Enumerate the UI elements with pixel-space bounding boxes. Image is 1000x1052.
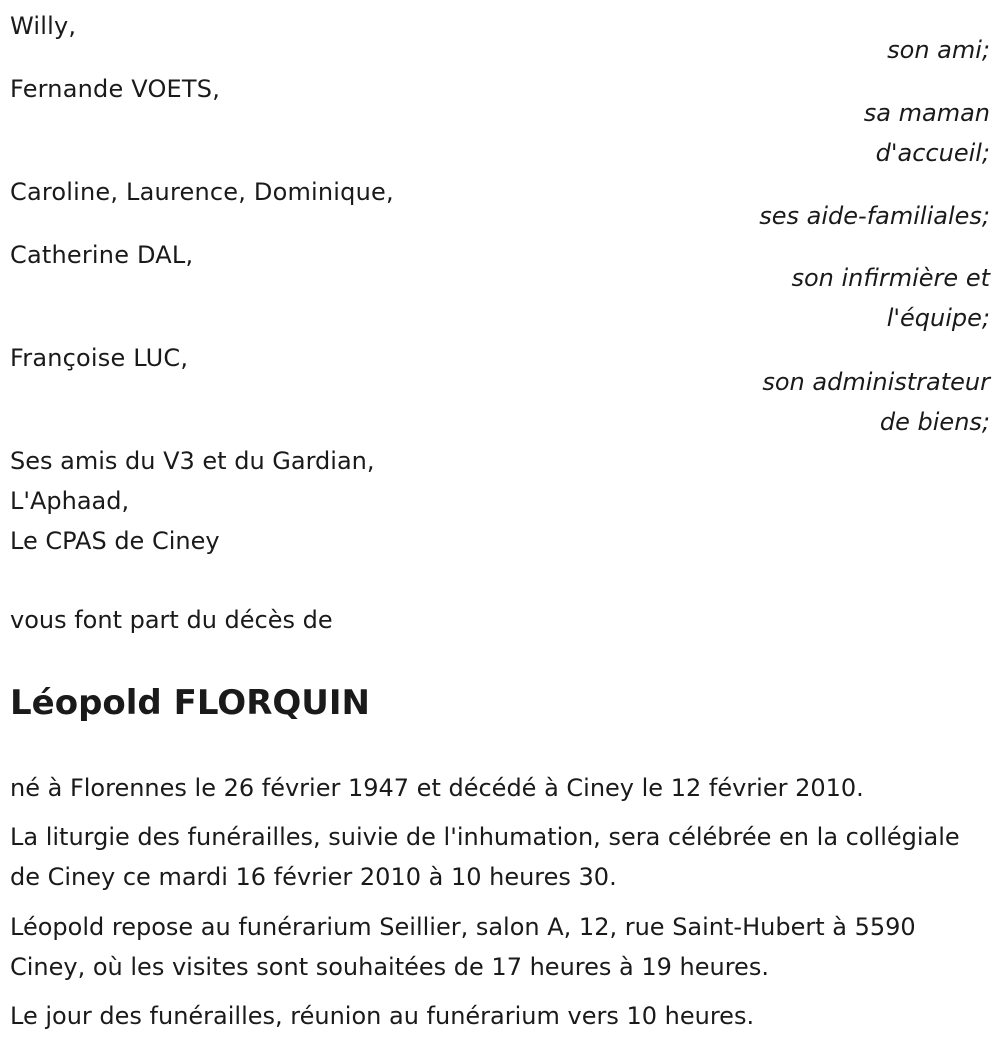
other-mourner: Le CPAS de Ciney: [10, 527, 220, 555]
mourner-role: son infirmière et l'équipe;: [791, 264, 990, 332]
mourner-name: Françoise LUC,: [10, 344, 189, 372]
funeral-day-paragraph: Le jour des funérailles, réunion au funérarium vers 10 heures.: [10, 1002, 755, 1030]
announcement-text: vous font part du décès de: [10, 606, 333, 634]
mourner-role: son administrateur de biens;: [762, 368, 990, 436]
mourner-name: Catherine DAL,: [10, 241, 194, 269]
deceased-name: Léopold FLORQUIN: [10, 683, 370, 723]
mourner-name: Willy,: [10, 12, 77, 40]
mourner-name: Fernande VOETS,: [10, 75, 221, 103]
mourner-role: ses aide-familiales;: [759, 202, 990, 230]
liturgy-paragraph: La liturgie des funérailles, suivie de l'inhumation, sera célébrée en la collégiale de Ciney ce mardi 16 février 2010 à 10 heures 30.: [10, 823, 960, 891]
birth-death-paragraph: né à Florennes le 26 février 1947 et décédé à Ciney le 12 février 2010.: [10, 774, 864, 802]
other-mourner: Ses amis du V3 et du Gardian,: [10, 447, 375, 475]
funerarium-paragraph: Léopold repose au funérarium Seillier, salon A, 12, rue Saint-Hubert à 5590 Ciney, où les visites sont souhaitées de 17 heures à 19 heures.: [10, 913, 916, 981]
other-mourner: L'Aphaad,: [10, 487, 130, 515]
mourner-role: son ami;: [887, 36, 990, 64]
mourner-name: Caroline, Laurence, Dominique,: [10, 178, 394, 206]
mourner-role: sa maman d'accueil;: [863, 99, 990, 167]
